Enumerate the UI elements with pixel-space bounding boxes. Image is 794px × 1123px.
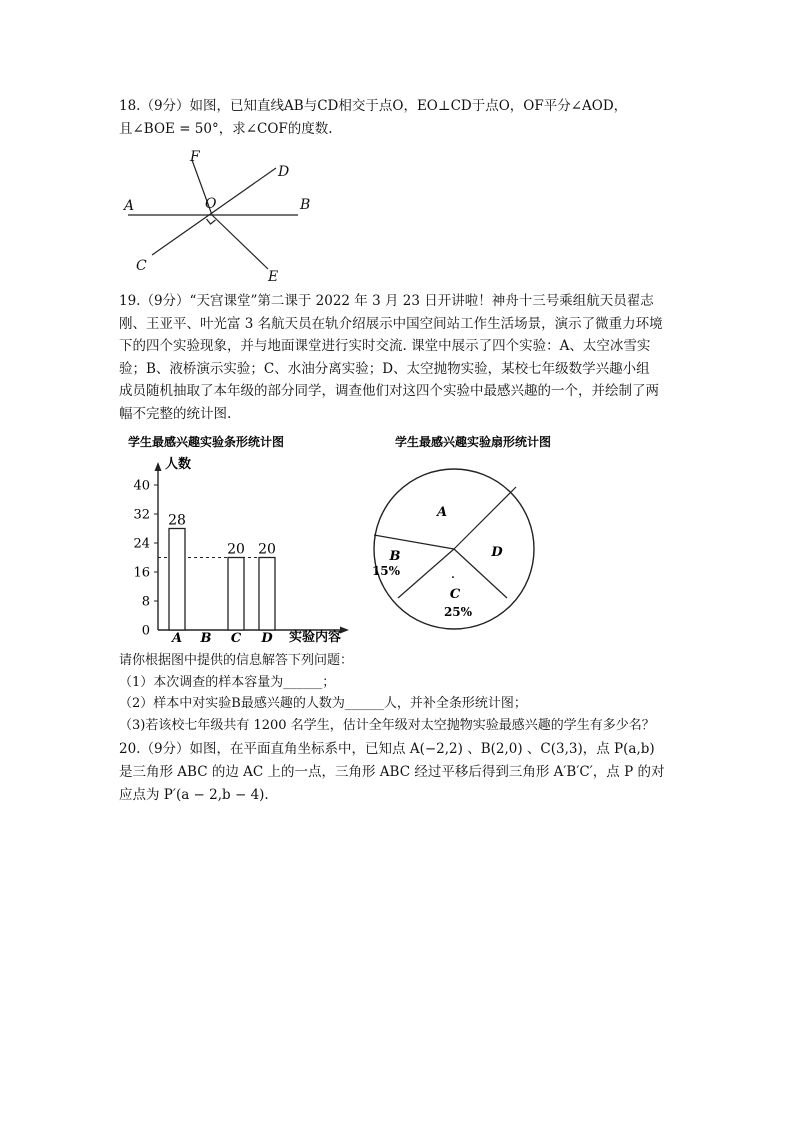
y-tick-label: 0 bbox=[141, 623, 150, 639]
label-C: C bbox=[136, 258, 147, 274]
subquestion-1: （1）本次调查的样本容量为______； bbox=[119, 674, 336, 690]
label-O: O bbox=[205, 196, 217, 212]
q19-line: 验；B、液桥演示实验；C、水油分离实验；D、太空抛物实验，某校七年级数学兴趣小组 bbox=[119, 360, 650, 377]
x-tick-label: A bbox=[171, 631, 183, 646]
x-axis-label: 实验内容 bbox=[289, 630, 342, 645]
subquestion-3: （3)若该校七年级共有 1200 名学生，估计全年级对太空抛物实验最感兴趣的学生有多少名？ bbox=[119, 717, 655, 733]
q20-line: 是三角形 ABC 的边 AC 上的一点，三角形 ABC 经过平移后得到三角形 A′B′C′，点 P 的对 bbox=[119, 764, 665, 780]
bar-D bbox=[259, 558, 275, 631]
pie-slice-percent-C: 25% bbox=[443, 605, 473, 619]
ray-OE bbox=[212, 215, 268, 269]
q18-line-1: 18.（9分）如图，已知直线AB与CD相交于点O，EO⊥CD于点O，OF平分∠AOD， bbox=[119, 98, 628, 114]
pie-slice-label-A: A bbox=[436, 505, 448, 520]
label-E: E bbox=[268, 269, 279, 285]
pie-slice-percent-B: 15% bbox=[371, 564, 401, 578]
pie-center-dot: . bbox=[450, 566, 456, 582]
q19-line: 19.（9分）“天宫课堂”第二课于 2022 年 3 月 23 日开讲啦！神舟十三号乘组航天员翟志 bbox=[119, 293, 654, 309]
pie-chart bbox=[368, 430, 588, 630]
y-tick-label: 40 bbox=[133, 478, 150, 494]
bar-value-label: 20 bbox=[258, 541, 276, 558]
q20-text bbox=[119, 738, 664, 807]
bar-A bbox=[169, 529, 185, 631]
label-A: A bbox=[124, 198, 135, 214]
bar-value-label: 28 bbox=[168, 512, 186, 529]
x-tick-label: C bbox=[230, 631, 242, 646]
pie-slice-label-B: B bbox=[389, 549, 401, 564]
q19-subquestions bbox=[119, 650, 655, 736]
figure-18 bbox=[120, 143, 320, 288]
q19-line: 成员随机抽取了本年级的部分同学，调查他们对这四个实验中最感兴趣的一个，并绘制了两 bbox=[119, 383, 659, 399]
q19-text bbox=[119, 290, 663, 425]
y-axis-label: 人数 bbox=[165, 457, 192, 472]
subquestion-2: （2）样本中对实验B最感兴趣的人数为______人，并补全条形统计图； bbox=[119, 696, 527, 711]
q19-line: 下的四个实验现象，并与地面课堂进行实时交流. 课堂中展示了四个实验：A、太空冰雪实 bbox=[119, 338, 651, 354]
y-tick-label: 8 bbox=[141, 594, 150, 610]
label-B: B bbox=[300, 197, 311, 213]
q20-line: 应点为 P′(a − 2,b − 4). bbox=[119, 787, 269, 803]
q19-line: 刚、王亚平、叶光富 3 名航天员在轨介绍展示中国空间站工作生活场景，演示了微重力环境 bbox=[119, 315, 663, 332]
bar-C bbox=[228, 558, 244, 631]
subquestion-intro: 请你根据图中提供的信息解答下列问题： bbox=[119, 653, 354, 668]
pie-slice-label-C: C bbox=[449, 587, 461, 602]
y-tick-label: 16 bbox=[133, 565, 150, 581]
pie-slice-label-D: D bbox=[491, 545, 503, 560]
bar-value-label: 20 bbox=[227, 541, 245, 558]
y-tick-label: 32 bbox=[133, 507, 150, 523]
bar-chart bbox=[118, 430, 368, 650]
bar-chart-title: 学生最感兴趣实验条形统计图 bbox=[128, 435, 285, 449]
label-D: D bbox=[278, 164, 290, 180]
right-angle-mark bbox=[207, 219, 216, 224]
q18-line-2: 且∠BOE = 50°，求∠COF的度数. bbox=[119, 121, 333, 137]
x-tick-label: D bbox=[261, 631, 273, 646]
q20-line: 20.（9分）如图，在平面直角坐标系中，已知点 A(−2,2) 、B(2,0) 、C(3,3)，点 P(a,b) bbox=[119, 741, 655, 757]
label-F: F bbox=[190, 149, 200, 165]
x-axis-arrow bbox=[340, 627, 349, 634]
q19-line: 幅不完整的统计图. bbox=[119, 405, 232, 422]
y-tick-label: 24 bbox=[133, 536, 150, 552]
x-tick-label: B bbox=[200, 631, 212, 646]
y-axis-arrow bbox=[155, 462, 162, 471]
pie-chart-title: 学生最感兴趣实验扇形统计图 bbox=[395, 435, 552, 449]
